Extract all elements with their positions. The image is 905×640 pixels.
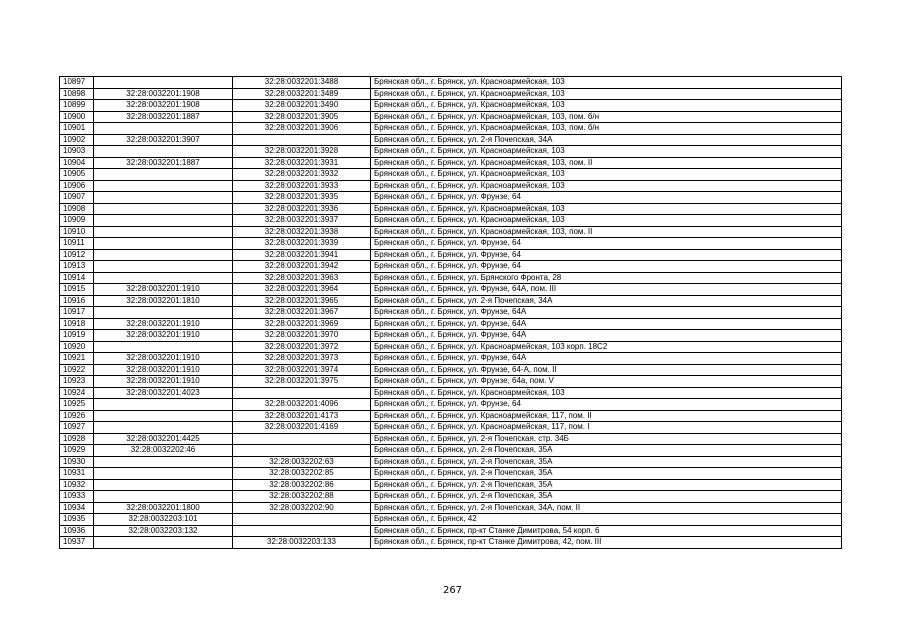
parent-cadastral-number-cell: 32:28:0032201:1800: [94, 502, 233, 514]
record-number-cell: 10936: [60, 525, 94, 537]
address-cell: Брянская обл., г. Брянск, ул. Красноармейская, 103: [371, 88, 842, 100]
cadastral-number-cell: 32:28:0032201:3975: [233, 376, 371, 388]
cadastral-number-cell: 32:28:0032201:3963: [233, 272, 371, 284]
record-number-cell: 10914: [60, 272, 94, 284]
parent-cadastral-number-cell: [94, 180, 233, 192]
table-row: [60, 422, 842, 434]
parent-cadastral-number-cell: [94, 491, 233, 503]
table-row: [60, 537, 842, 549]
record-number-cell: 10934: [60, 502, 94, 514]
parent-cadastral-number-cell: [94, 272, 233, 284]
record-number-cell: 10920: [60, 341, 94, 353]
address-cell: Брянская обл., г. Брянск, ул. Красноармейская, 103: [371, 146, 842, 158]
address-cell: Брянская обл., г. Брянск, ул. Красноармейская, 103: [371, 169, 842, 181]
record-number-cell: 10900: [60, 111, 94, 123]
table-row: [60, 284, 842, 296]
parent-cadastral-number-cell: [94, 192, 233, 204]
parent-cadastral-number-cell: 32:28:0032203:132: [94, 525, 233, 537]
record-number-cell: 10897: [60, 77, 94, 89]
table-row: [60, 295, 842, 307]
record-number-cell: 10909: [60, 215, 94, 227]
address-cell: Брянская обл., г. Брянск, ул. 2-я Почепская, 34А, пом. II: [371, 502, 842, 514]
parent-cadastral-number-cell: [94, 341, 233, 353]
cadastral-number-cell: 32:28:0032201:3488: [233, 77, 371, 89]
cadastral-number-cell: [233, 387, 371, 399]
table-row: [60, 249, 842, 261]
parent-cadastral-number-cell: [94, 410, 233, 422]
table-row: [60, 364, 842, 376]
parent-cadastral-number-cell: 32:28:0032201:1887: [94, 111, 233, 123]
cadastral-number-cell: 32:28:0032202:88: [233, 491, 371, 503]
parent-cadastral-number-cell: [94, 537, 233, 549]
table-row: [60, 410, 842, 422]
record-number-cell: 10925: [60, 399, 94, 411]
parent-cadastral-number-cell: 32:28:0032201:1910: [94, 318, 233, 330]
record-number-cell: 10913: [60, 261, 94, 273]
cadastral-number-cell: 32:28:0032201:3970: [233, 330, 371, 342]
parent-cadastral-number-cell: 32:28:0032201:1910: [94, 364, 233, 376]
record-number-cell: 10919: [60, 330, 94, 342]
parent-cadastral-number-cell: [94, 77, 233, 89]
parent-cadastral-number-cell: [94, 226, 233, 238]
address-cell: Брянская обл., г. Брянск, ул. Красноармейская, 103: [371, 387, 842, 399]
parent-cadastral-number-cell: 32:28:0032201:4425: [94, 433, 233, 445]
record-number-cell: 10921: [60, 353, 94, 365]
table-row: [60, 479, 842, 491]
address-cell: Брянская обл., г. Брянск, ул. Красноармейская, 103, пом. II: [371, 226, 842, 238]
table-row: [60, 456, 842, 468]
record-number-cell: 10924: [60, 387, 94, 399]
parent-cadastral-number-cell: 32:28:0032201:1910: [94, 330, 233, 342]
address-cell: Брянская обл., г. Брянск, ул. 2-я Почепская, 35А: [371, 468, 842, 480]
table-row: [60, 307, 842, 319]
parent-cadastral-number-cell: 32:28:0032201:4023: [94, 387, 233, 399]
parent-cadastral-number-cell: [94, 238, 233, 250]
record-number-cell: 10918: [60, 318, 94, 330]
record-number-cell: 10908: [60, 203, 94, 215]
registry-table: [59, 76, 842, 549]
address-cell: Брянская обл., г. Брянск, ул. Фрунзе, 64-А, пом. II: [371, 364, 842, 376]
cadastral-number-cell: 32:28:0032201:3489: [233, 88, 371, 100]
record-number-cell: 10911: [60, 238, 94, 250]
table-row: [60, 157, 842, 169]
cadastral-number-cell: 32:28:0032201:3490: [233, 100, 371, 112]
record-number-cell: 10906: [60, 180, 94, 192]
record-number-cell: 10926: [60, 410, 94, 422]
cadastral-number-cell: 32:28:0032201:3969: [233, 318, 371, 330]
address-cell: Брянская обл., г. Брянск, ул. Фрунзе, 64: [371, 249, 842, 261]
address-cell: Брянская обл., г. Брянск, ул. Красноармейская, 103, пом. б/н: [371, 111, 842, 123]
table-row: [60, 525, 842, 537]
cadastral-number-cell: 32:28:0032203:133: [233, 537, 371, 549]
address-cell: Брянская обл., г. Брянск, ул. Фрунзе, 64А, пом. III: [371, 284, 842, 296]
parent-cadastral-number-cell: 32:28:0032201:1910: [94, 353, 233, 365]
address-cell: Брянская обл., г. Брянск, ул. Красноармейская, 103: [371, 100, 842, 112]
address-cell: Брянская обл., г. Брянск, ул. Красноармейская, 103, пом. б/н: [371, 123, 842, 135]
parent-cadastral-number-cell: 32:28:0032202:46: [94, 445, 233, 457]
address-cell: Брянская обл., г. Брянск, ул. Брянского Фронта, 28: [371, 272, 842, 284]
address-cell: Брянская обл., г. Брянск, пр-кт Станке Димитрова, 54 корп. 6: [371, 525, 842, 537]
page-number: 267: [442, 585, 463, 596]
cadastral-number-cell: [233, 514, 371, 526]
record-number-cell: 10928: [60, 433, 94, 445]
address-cell: Брянская обл., г. Брянск, ул. 2-я Почепская, 34А: [371, 295, 842, 307]
address-cell: Брянская обл., г. Брянск, ул. Красноармейская, 117, пом. II: [371, 410, 842, 422]
table-row: [60, 353, 842, 365]
table-row: [60, 468, 842, 480]
parent-cadastral-number-cell: [94, 422, 233, 434]
parent-cadastral-number-cell: [94, 146, 233, 158]
table-row: [60, 399, 842, 411]
table-row: [60, 445, 842, 457]
parent-cadastral-number-cell: [94, 249, 233, 261]
parent-cadastral-number-cell: [94, 307, 233, 319]
parent-cadastral-number-cell: [94, 123, 233, 135]
parent-cadastral-number-cell: 32:28:0032201:1908: [94, 100, 233, 112]
record-number-cell: 10932: [60, 479, 94, 491]
table-row: [60, 146, 842, 158]
record-number-cell: 10905: [60, 169, 94, 181]
table-row: [60, 387, 842, 399]
parent-cadastral-number-cell: 32:28:0032201:1810: [94, 295, 233, 307]
table-row: [60, 180, 842, 192]
address-cell: Брянская обл., г. Брянск, ул. Фрунзе, 64А: [371, 353, 842, 365]
parent-cadastral-number-cell: [94, 169, 233, 181]
cadastral-number-cell: 32:28:0032201:3939: [233, 238, 371, 250]
table-row: [60, 330, 842, 342]
cadastral-number-cell: 32:28:0032201:3936: [233, 203, 371, 215]
record-number-cell: 10915: [60, 284, 94, 296]
address-cell: Брянская обл., г. Брянск, ул. Фрунзе, 64А: [371, 307, 842, 319]
cadastral-number-cell: 32:28:0032201:3933: [233, 180, 371, 192]
cadastral-number-cell: [233, 525, 371, 537]
address-cell: Брянская обл., г. Брянск, пр-кт Станке Димитрова, 42, пом. III: [371, 537, 842, 549]
record-number-cell: 10904: [60, 157, 94, 169]
cadastral-number-cell: 32:28:0032201:3928: [233, 146, 371, 158]
parent-cadastral-number-cell: 32:28:0032201:1887: [94, 157, 233, 169]
table-row: [60, 100, 842, 112]
parent-cadastral-number-cell: [94, 468, 233, 480]
record-number-cell: 10901: [60, 123, 94, 135]
table-row: [60, 111, 842, 123]
cadastral-number-cell: 32:28:0032201:3905: [233, 111, 371, 123]
address-cell: Брянская обл., г. Брянск, ул. Красноармейская, 103, пом. II: [371, 157, 842, 169]
record-number-cell: 10916: [60, 295, 94, 307]
table-row: [60, 318, 842, 330]
parent-cadastral-number-cell: [94, 261, 233, 273]
cadastral-number-cell: 32:28:0032201:3931: [233, 157, 371, 169]
table-row: [60, 238, 842, 250]
parent-cadastral-number-cell: [94, 215, 233, 227]
address-cell: Брянская обл., г. Брянск, ул. Красноармейская, 117, пом. I: [371, 422, 842, 434]
table-row: [60, 376, 842, 388]
table-row: [60, 341, 842, 353]
cadastral-number-cell: 32:28:0032201:4169: [233, 422, 371, 434]
parent-cadastral-number-cell: 32:28:0032201:1910: [94, 376, 233, 388]
record-number-cell: 10935: [60, 514, 94, 526]
cadastral-number-cell: 32:28:0032202:90: [233, 502, 371, 514]
record-number-cell: 10927: [60, 422, 94, 434]
cadastral-number-cell: 32:28:0032201:3967: [233, 307, 371, 319]
cadastral-number-cell: 32:28:0032201:3973: [233, 353, 371, 365]
cadastral-number-cell: 32:28:0032201:3965: [233, 295, 371, 307]
table-row: [60, 77, 842, 89]
record-number-cell: 10912: [60, 249, 94, 261]
cadastral-number-cell: 32:28:0032201:3941: [233, 249, 371, 261]
cadastral-number-cell: 32:28:0032201:3942: [233, 261, 371, 273]
address-cell: Брянская обл., г. Брянск, ул. Фрунзе, 64: [371, 399, 842, 411]
parent-cadastral-number-cell: [94, 479, 233, 491]
address-cell: Брянская обл., г. Брянск, ул. 2-я Почепская, 35А: [371, 479, 842, 491]
address-cell: Брянская обл., г. Брянск, ул. Красноармейская, 103: [371, 77, 842, 89]
address-cell: Брянская обл., г. Брянск, ул. Фрунзе, 64А: [371, 318, 842, 330]
cadastral-number-cell: 32:28:0032201:3964: [233, 284, 371, 296]
table-row: [60, 226, 842, 238]
table-row: [60, 491, 842, 503]
cadastral-number-cell: 32:28:0032202:85: [233, 468, 371, 480]
address-cell: Брянская обл., г. Брянск, ул. 2-я Почепская, 35А: [371, 456, 842, 468]
record-number-cell: 10933: [60, 491, 94, 503]
cadastral-number-cell: 32:28:0032201:4096: [233, 399, 371, 411]
cadastral-number-cell: 32:28:0032202:63: [233, 456, 371, 468]
record-number-cell: 10903: [60, 146, 94, 158]
cadastral-number-cell: 32:28:0032202:86: [233, 479, 371, 491]
record-number-cell: 10899: [60, 100, 94, 112]
cadastral-number-cell: 32:28:0032201:3938: [233, 226, 371, 238]
table-row: [60, 502, 842, 514]
table-row: [60, 514, 842, 526]
table-row: [60, 88, 842, 100]
cadastral-number-cell: 32:28:0032201:3937: [233, 215, 371, 227]
cadastral-number-cell: 32:28:0032201:3932: [233, 169, 371, 181]
cadastral-number-cell: [233, 445, 371, 457]
cadastral-number-cell: 32:28:0032201:3974: [233, 364, 371, 376]
address-cell: Брянская обл., г. Брянск, ул. 2-я Почепская, стр. 34Б: [371, 433, 842, 445]
record-number-cell: 10930: [60, 456, 94, 468]
cadastral-number-cell: 32:28:0032201:4173: [233, 410, 371, 422]
parent-cadastral-number-cell: 32:28:0032201:3907: [94, 134, 233, 146]
address-cell: Брянская обл., г. Брянск, ул. Красноармейская, 103 корп. 18С2: [371, 341, 842, 353]
table-row: [60, 433, 842, 445]
address-cell: Брянская обл., г. Брянск, ул. Фрунзе, 64: [371, 192, 842, 204]
table-row: [60, 261, 842, 273]
record-number-cell: 10931: [60, 468, 94, 480]
address-cell: Брянская обл., г. Брянск, ул. Фрунзе, 64А: [371, 330, 842, 342]
record-number-cell: 10923: [60, 376, 94, 388]
parent-cadastral-number-cell: 32:28:0032201:1908: [94, 88, 233, 100]
record-number-cell: 10937: [60, 537, 94, 549]
address-cell: Брянская обл., г. Брянск, ул. 2-я Почепская, 35А: [371, 445, 842, 457]
record-number-cell: 10922: [60, 364, 94, 376]
address-cell: Брянская обл., г. Брянск, ул. Красноармейская, 103: [371, 215, 842, 227]
record-number-cell: 10902: [60, 134, 94, 146]
address-cell: Брянская обл., г. Брянск, ул. Фрунзе, 64: [371, 261, 842, 273]
address-cell: Брянская обл., г. Брянск, ул. Фрунзе, 64а, пом. V: [371, 376, 842, 388]
table-row: [60, 123, 842, 135]
address-cell: Брянская обл., г. Брянск, ул. 2-я Почепская, 35А: [371, 491, 842, 503]
address-cell: Брянская обл., г. Брянск, 42: [371, 514, 842, 526]
cadastral-number-cell: 32:28:0032201:3935: [233, 192, 371, 204]
parent-cadastral-number-cell: [94, 456, 233, 468]
address-cell: Брянская обл., г. Брянск, ул. Красноармейская, 103: [371, 203, 842, 215]
record-number-cell: 10907: [60, 192, 94, 204]
table-row: [60, 215, 842, 227]
record-number-cell: 10898: [60, 88, 94, 100]
table-row: [60, 203, 842, 215]
parent-cadastral-number-cell: [94, 399, 233, 411]
record-number-cell: 10910: [60, 226, 94, 238]
table-row: [60, 192, 842, 204]
parent-cadastral-number-cell: 32:28:0032203:101: [94, 514, 233, 526]
address-cell: Брянская обл., г. Брянск, ул. 2-я Почепская, 34А: [371, 134, 842, 146]
table-row: [60, 134, 842, 146]
record-number-cell: 10929: [60, 445, 94, 457]
parent-cadastral-number-cell: [94, 203, 233, 215]
table-body: [60, 77, 842, 549]
parent-cadastral-number-cell: 32:28:0032201:1910: [94, 284, 233, 296]
address-cell: Брянская обл., г. Брянск, ул. Фрунзе, 64: [371, 238, 842, 250]
cadastral-number-cell: [233, 134, 371, 146]
cadastral-number-cell: [233, 433, 371, 445]
table-row: [60, 272, 842, 284]
record-number-cell: 10917: [60, 307, 94, 319]
cadastral-number-cell: 32:28:0032201:3906: [233, 123, 371, 135]
address-cell: Брянская обл., г. Брянск, ул. Красноармейская, 103: [371, 180, 842, 192]
cadastral-number-cell: 32:28:0032201:3972: [233, 341, 371, 353]
table-row: [60, 169, 842, 181]
